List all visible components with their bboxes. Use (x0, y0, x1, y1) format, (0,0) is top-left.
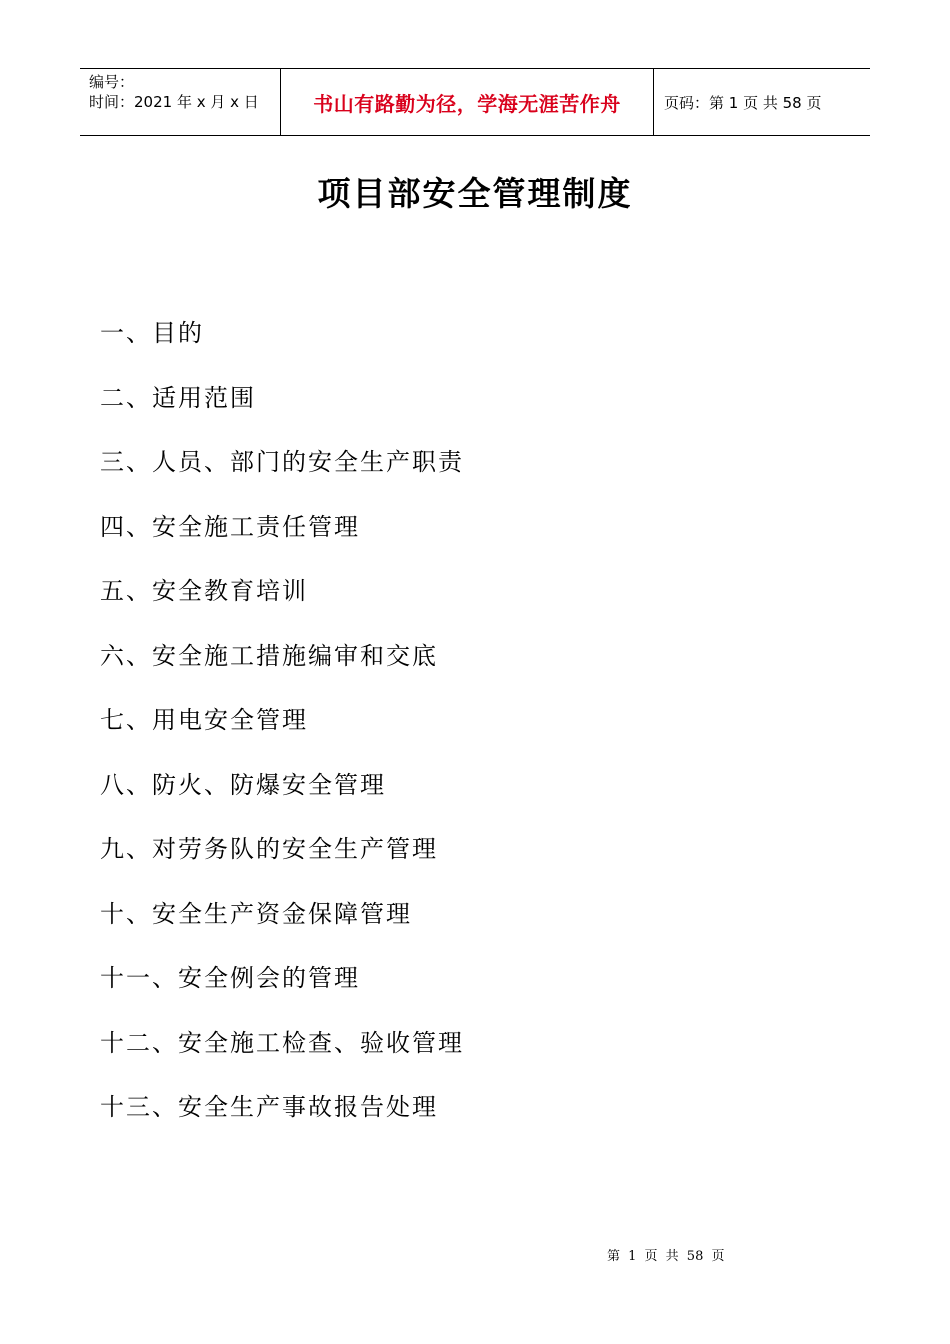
document-title: 项目部安全管理制度 (317, 174, 633, 213)
page-info: 页码：第 1 页 共 58 页 (664, 93, 822, 112)
header-page-cell (654, 69, 870, 135)
page-footer: 第 1 页 共 58 页 (607, 1249, 725, 1264)
toc-item: 八、防火、防爆安全管理 (100, 770, 386, 799)
header-meta-cell (80, 69, 281, 135)
motto-text: 书山有路勤为径，学海无涯苦作舟 (313, 91, 621, 116)
toc-item: 六、安全施工措施编审和交底 (100, 641, 438, 670)
toc-item: 十三、安全生产事故报告处理 (100, 1093, 438, 1121)
time-label: 时间：2021 年 x 月 x 日 (89, 93, 259, 111)
toc-item: 四、安全施工责任管理 (100, 512, 360, 541)
toc-item: 九、对劳务队的安全生产管理 (100, 835, 438, 863)
header-motto-cell (281, 69, 654, 135)
toc-item: 十一、安全例会的管理 (100, 964, 360, 992)
number-label: 编号： (89, 73, 135, 91)
toc-item: 七、用电安全管理 (100, 706, 308, 734)
toc-item: 五、安全教育培训 (100, 577, 308, 605)
toc-item: 一、目的 (100, 319, 204, 347)
toc-item: 十、安全生产资金保障管理 (100, 899, 412, 928)
toc-item: 二、适用范围 (100, 383, 256, 412)
toc-item: 三、人员、部门的安全生产职责 (100, 448, 464, 476)
header-table (80, 68, 870, 136)
table-of-contents (100, 310, 464, 1149)
toc-item: 十二、安全施工检查、验收管理 (100, 1028, 464, 1057)
